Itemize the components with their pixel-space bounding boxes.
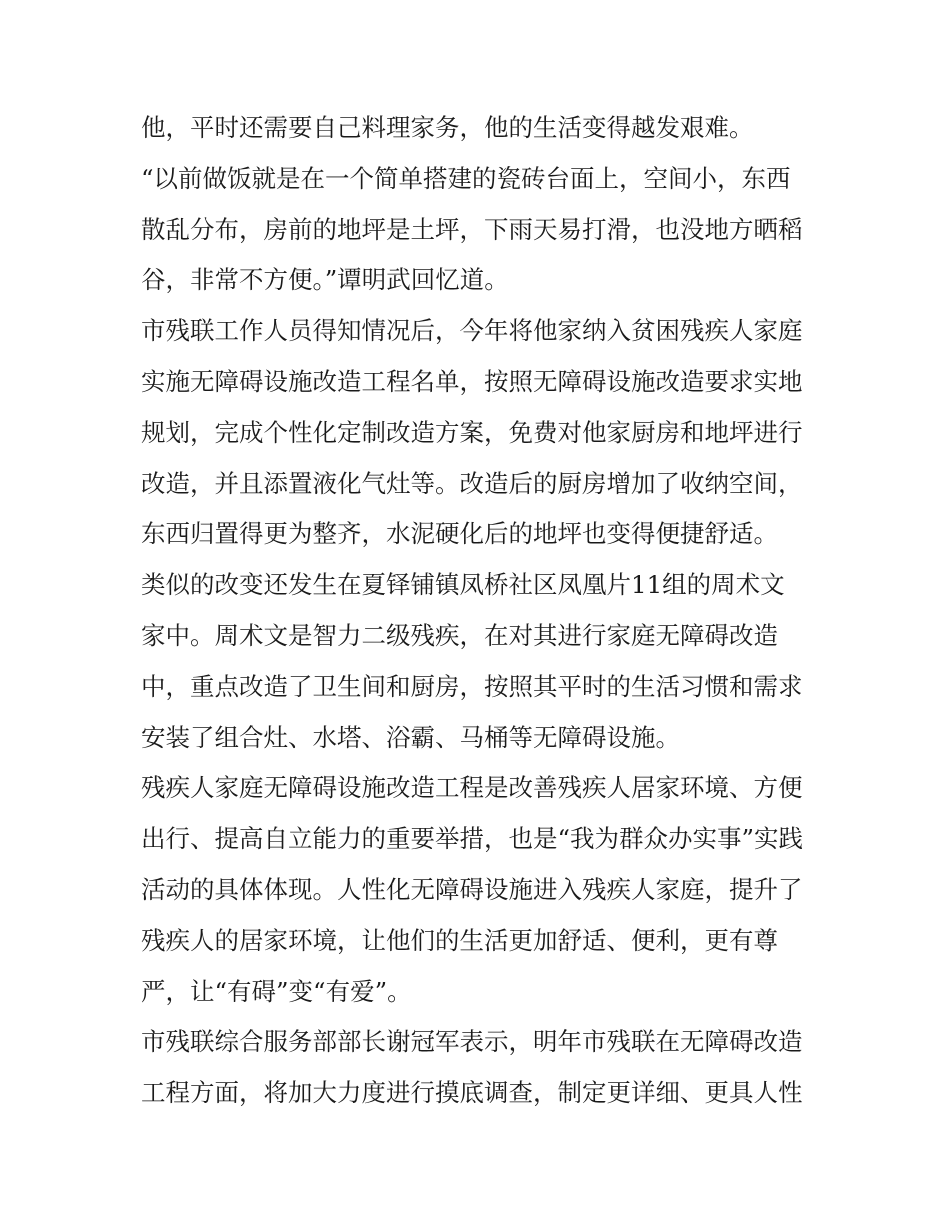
text-line: 工程方面，将加大力度进行摸底调查，制定更详细、更具人性 bbox=[141, 1078, 803, 1108]
text-line: 他，平时还需要自己料理家务，他的生活变得越发艰难。 bbox=[141, 113, 754, 142]
text-line: 市残联综合服务部部长谢冠军表示，明年市残联在无障碍改造 bbox=[141, 1027, 803, 1057]
text-line: 实施无障碍设施改造工程名单，按照无障碍设施改造要求实地 bbox=[141, 366, 803, 396]
article-body bbox=[141, 103, 821, 1119]
text-line: 谷，非常不方便。”谭明武回忆道。 bbox=[141, 265, 509, 295]
text-line: 家中。周术文是智力二级残疾，在对其进行家庭无障碍改造 bbox=[141, 620, 778, 650]
text-line: 残疾人家庭无障碍设施改造工程是改善残疾人居家环境、方便 bbox=[141, 773, 803, 803]
text-line: “以前做饭就是在一个简单搭建的瓷砖台面上，空间小，东西 bbox=[141, 163, 791, 193]
text-line: 出行、提高自立能力的重要举措，也是“我为群众办实事”实践 bbox=[141, 824, 804, 854]
text-line: 东西归置得更为整齐，水泥硬化后的地坪也变得便捷舒适。 bbox=[141, 519, 778, 549]
text-line: 残疾人的居家环境，让他们的生活更加舒适、便利，更有尊 bbox=[141, 925, 778, 955]
text-line: 散乱分布，房前的地坪是土坪，下雨天易打滑，也没地方晒稻 bbox=[141, 214, 803, 244]
text-line: 活动的具体体现。人性化无障碍设施进入残疾人家庭，提升了 bbox=[141, 874, 803, 904]
text-line: 市残联工作人员得知情况后，今年将他家纳入贫困残疾人家庭 bbox=[141, 316, 803, 346]
text-line: 严，让“有碍”变“有爱”。 bbox=[141, 976, 412, 1006]
text-line: 安装了组合灶、水塔、浴霸、马桶等无障碍设施。 bbox=[141, 722, 680, 752]
text-line: 规划，完成个性化定制改造方案，免费对他家厨房和地坪进行 bbox=[141, 417, 803, 447]
text-line: 中，重点改造了卫生间和厨房，按照其平时的生活习惯和需求 bbox=[141, 671, 803, 701]
text-line: 类似的改变还发生在夏铎铺镇凤桥社区凤凰片11组的周术文 bbox=[141, 570, 785, 600]
text-line: 改造，并且添置液化气灶等。改造后的厨房增加了收纳空间， bbox=[141, 468, 803, 498]
